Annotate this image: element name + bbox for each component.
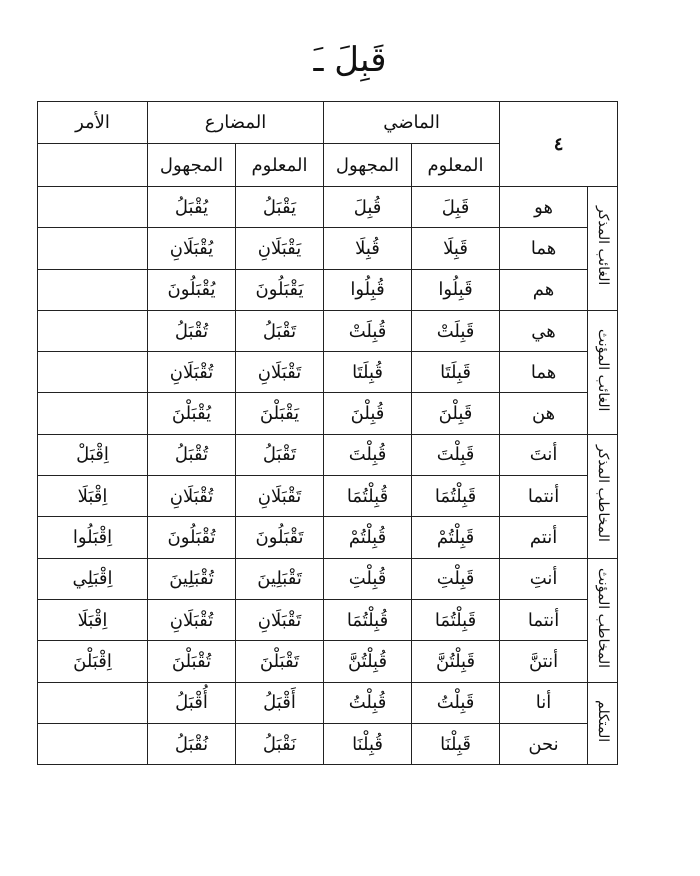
mazi-maloom-cell: قَبِلَتَا (412, 352, 500, 393)
mudari-maloom-cell: يَقْبَلَانِ (236, 228, 324, 269)
amr-cell (38, 723, 148, 764)
group-label: الغائب المؤنث (595, 328, 612, 412)
mazi-majhool-cell: قُبِلْتُمَا (324, 599, 412, 640)
pronoun-cell: أنتما (500, 476, 588, 517)
table-row (38, 310, 618, 351)
page-title: قَبِلَ ـَ (313, 40, 387, 80)
mudari-maloom-cell: تَقْبَلُونَ (236, 517, 324, 558)
group-label-cell (588, 682, 618, 765)
mazi-maloom-cell: قَبِلْتِ (412, 558, 500, 599)
mudari-majhool-cell: يُقْبَلُ (148, 187, 236, 228)
mudari-majhool-cell: أُقْبَلُ (148, 682, 236, 723)
amr-cell (38, 310, 148, 351)
group-label: المتكلم (595, 699, 612, 742)
mazi-majhool-cell: قُبِلْنَ (324, 393, 412, 434)
mazi-maloom-cell: قَبِلْتُنَّ (412, 641, 500, 682)
table-row (38, 682, 618, 723)
mazi-maloom-cell: قَبِلْتُمْ (412, 517, 500, 558)
header-mazi-majhool: المجهول (324, 144, 412, 187)
amr-cell: اِقْبَلِي (38, 558, 148, 599)
table-row (38, 228, 618, 269)
header-row-1 (38, 102, 618, 144)
pronoun-cell: أنتَ (500, 434, 588, 475)
header-amr-empty (38, 144, 148, 187)
mazi-maloom-cell: قَبِلْتَ (412, 434, 500, 475)
mudari-majhool-cell: تُقْبَلَانِ (148, 352, 236, 393)
mudari-maloom-cell: تَقْبَلَانِ (236, 476, 324, 517)
mudari-maloom-cell: تَقْبَلُ (236, 310, 324, 351)
mudari-majhool-cell: تُقْبَلُونَ (148, 517, 236, 558)
pronoun-cell: نحن (500, 723, 588, 764)
pronoun-cell: هي (500, 310, 588, 351)
mudari-maloom-cell: تَقْبَلُ (236, 434, 324, 475)
mazi-majhool-cell: قُبِلْتُمْ (324, 517, 412, 558)
mazi-majhool-cell: قُبِلْنَا (324, 723, 412, 764)
mazi-majhool-cell: قُبِلْتُنَّ (324, 641, 412, 682)
mazi-majhool-cell: قُبِلَ (324, 187, 412, 228)
amr-cell: اِقْبَلْنَ (38, 641, 148, 682)
pronoun-cell: هو (500, 187, 588, 228)
mazi-majhool-cell: قُبِلْتَ (324, 434, 412, 475)
table-row (38, 723, 618, 764)
mudari-maloom-cell: نَقْبَلُ (236, 723, 324, 764)
mudari-majhool-cell: تُقْبَلَانِ (148, 476, 236, 517)
table-row (38, 393, 618, 434)
amr-cell: اِقْبَلَا (38, 599, 148, 640)
mazi-majhool-cell: قُبِلَتَا (324, 352, 412, 393)
mazi-maloom-cell: قَبِلَا (412, 228, 500, 269)
table-row (38, 517, 618, 558)
table-row (38, 476, 618, 517)
mudari-maloom-cell: أَقْبَلُ (236, 682, 324, 723)
mudari-maloom-cell: يَقْبَلْنَ (236, 393, 324, 434)
amr-cell (38, 393, 148, 434)
mazi-maloom-cell: قَبِلُوا (412, 269, 500, 310)
mazi-majhool-cell: قُبِلَتْ (324, 310, 412, 351)
mazi-maloom-cell: قَبِلَتْ (412, 310, 500, 351)
amr-cell: اِقْبَلُوا (38, 517, 148, 558)
mudari-maloom-cell: تَقْبَلِينَ (236, 558, 324, 599)
mudari-majhool-cell: تُقْبَلَانِ (148, 599, 236, 640)
header-mazi: الماضي (324, 102, 500, 144)
mudari-majhool-cell: يُقْبَلْنَ (148, 393, 236, 434)
pronoun-cell: أنتما (500, 599, 588, 640)
mudari-majhool-cell: تُقْبَلْنَ (148, 641, 236, 682)
mazi-majhool-cell: قُبِلْتُ (324, 682, 412, 723)
mazi-maloom-cell: قَبِلَ (412, 187, 500, 228)
amr-cell (38, 187, 148, 228)
mudari-maloom-cell: يَقْبَلُ (236, 187, 324, 228)
mudari-maloom-cell: تَقْبَلَانِ (236, 352, 324, 393)
mazi-majhool-cell: قُبِلْتُمَا (324, 476, 412, 517)
mazi-majhool-cell: قُبِلُوا (324, 269, 412, 310)
group-label: المخاطب المؤنث (595, 567, 612, 668)
group-label-cell (588, 558, 618, 682)
pronoun-cell: هن (500, 393, 588, 434)
pronoun-cell: أنتم (500, 517, 588, 558)
mudari-maloom-cell: يَقْبَلُونَ (236, 269, 324, 310)
table-row (38, 599, 618, 640)
table-row (38, 352, 618, 393)
table-row (38, 187, 618, 228)
amr-cell: اِقْبَلَا (38, 476, 148, 517)
mudari-maloom-cell: تَقْبَلَانِ (236, 599, 324, 640)
group-label: المخاطب المذكر (595, 445, 612, 543)
pronoun-cell: أنتِ (500, 558, 588, 599)
amr-cell: اِقْبَلْ (38, 434, 148, 475)
conjugation-table (37, 101, 618, 765)
mazi-maloom-cell: قَبِلْنَا (412, 723, 500, 764)
header-amr: الأمر (38, 102, 148, 144)
pronoun-cell: هما (500, 228, 588, 269)
table-row (38, 558, 618, 599)
mazi-maloom-cell: قَبِلْنَ (412, 393, 500, 434)
mudari-majhool-cell: تُقْبَلُ (148, 310, 236, 351)
table-number: ٤ (500, 102, 618, 187)
header-mudari-majhool: المجهول (148, 144, 236, 187)
amr-cell (38, 682, 148, 723)
mudari-majhool-cell: يُقْبَلُونَ (148, 269, 236, 310)
header-mudari-maloom: المعلوم (236, 144, 324, 187)
table-row (38, 434, 618, 475)
group-label: الغائب المذكر (595, 206, 612, 286)
amr-cell (38, 228, 148, 269)
mazi-maloom-cell: قَبِلْتُمَا (412, 476, 500, 517)
mudari-majhool-cell: يُقْبَلَانِ (148, 228, 236, 269)
amr-cell (38, 352, 148, 393)
mazi-majhool-cell: قُبِلَا (324, 228, 412, 269)
header-mazi-maloom: المعلوم (412, 144, 500, 187)
mudari-majhool-cell: تُقْبَلُ (148, 434, 236, 475)
mazi-maloom-cell: قَبِلْتُ (412, 682, 500, 723)
mudari-majhool-cell: تُقْبَلِينَ (148, 558, 236, 599)
pronoun-cell: أنتنَّ (500, 641, 588, 682)
table-row (38, 641, 618, 682)
mazi-maloom-cell: قَبِلْتُمَا (412, 599, 500, 640)
table-body (38, 102, 618, 765)
table-row (38, 269, 618, 310)
pronoun-cell: هم (500, 269, 588, 310)
mudari-majhool-cell: نُقْبَلُ (148, 723, 236, 764)
group-label-cell (588, 434, 618, 558)
mazi-majhool-cell: قُبِلْتِ (324, 558, 412, 599)
amr-cell (38, 269, 148, 310)
group-label-cell (588, 310, 618, 434)
pronoun-cell: هما (500, 352, 588, 393)
mudari-maloom-cell: تَقْبَلْنَ (236, 641, 324, 682)
pronoun-cell: أنا (500, 682, 588, 723)
header-mudari: المضارع (148, 102, 324, 144)
group-label-cell (588, 187, 618, 311)
